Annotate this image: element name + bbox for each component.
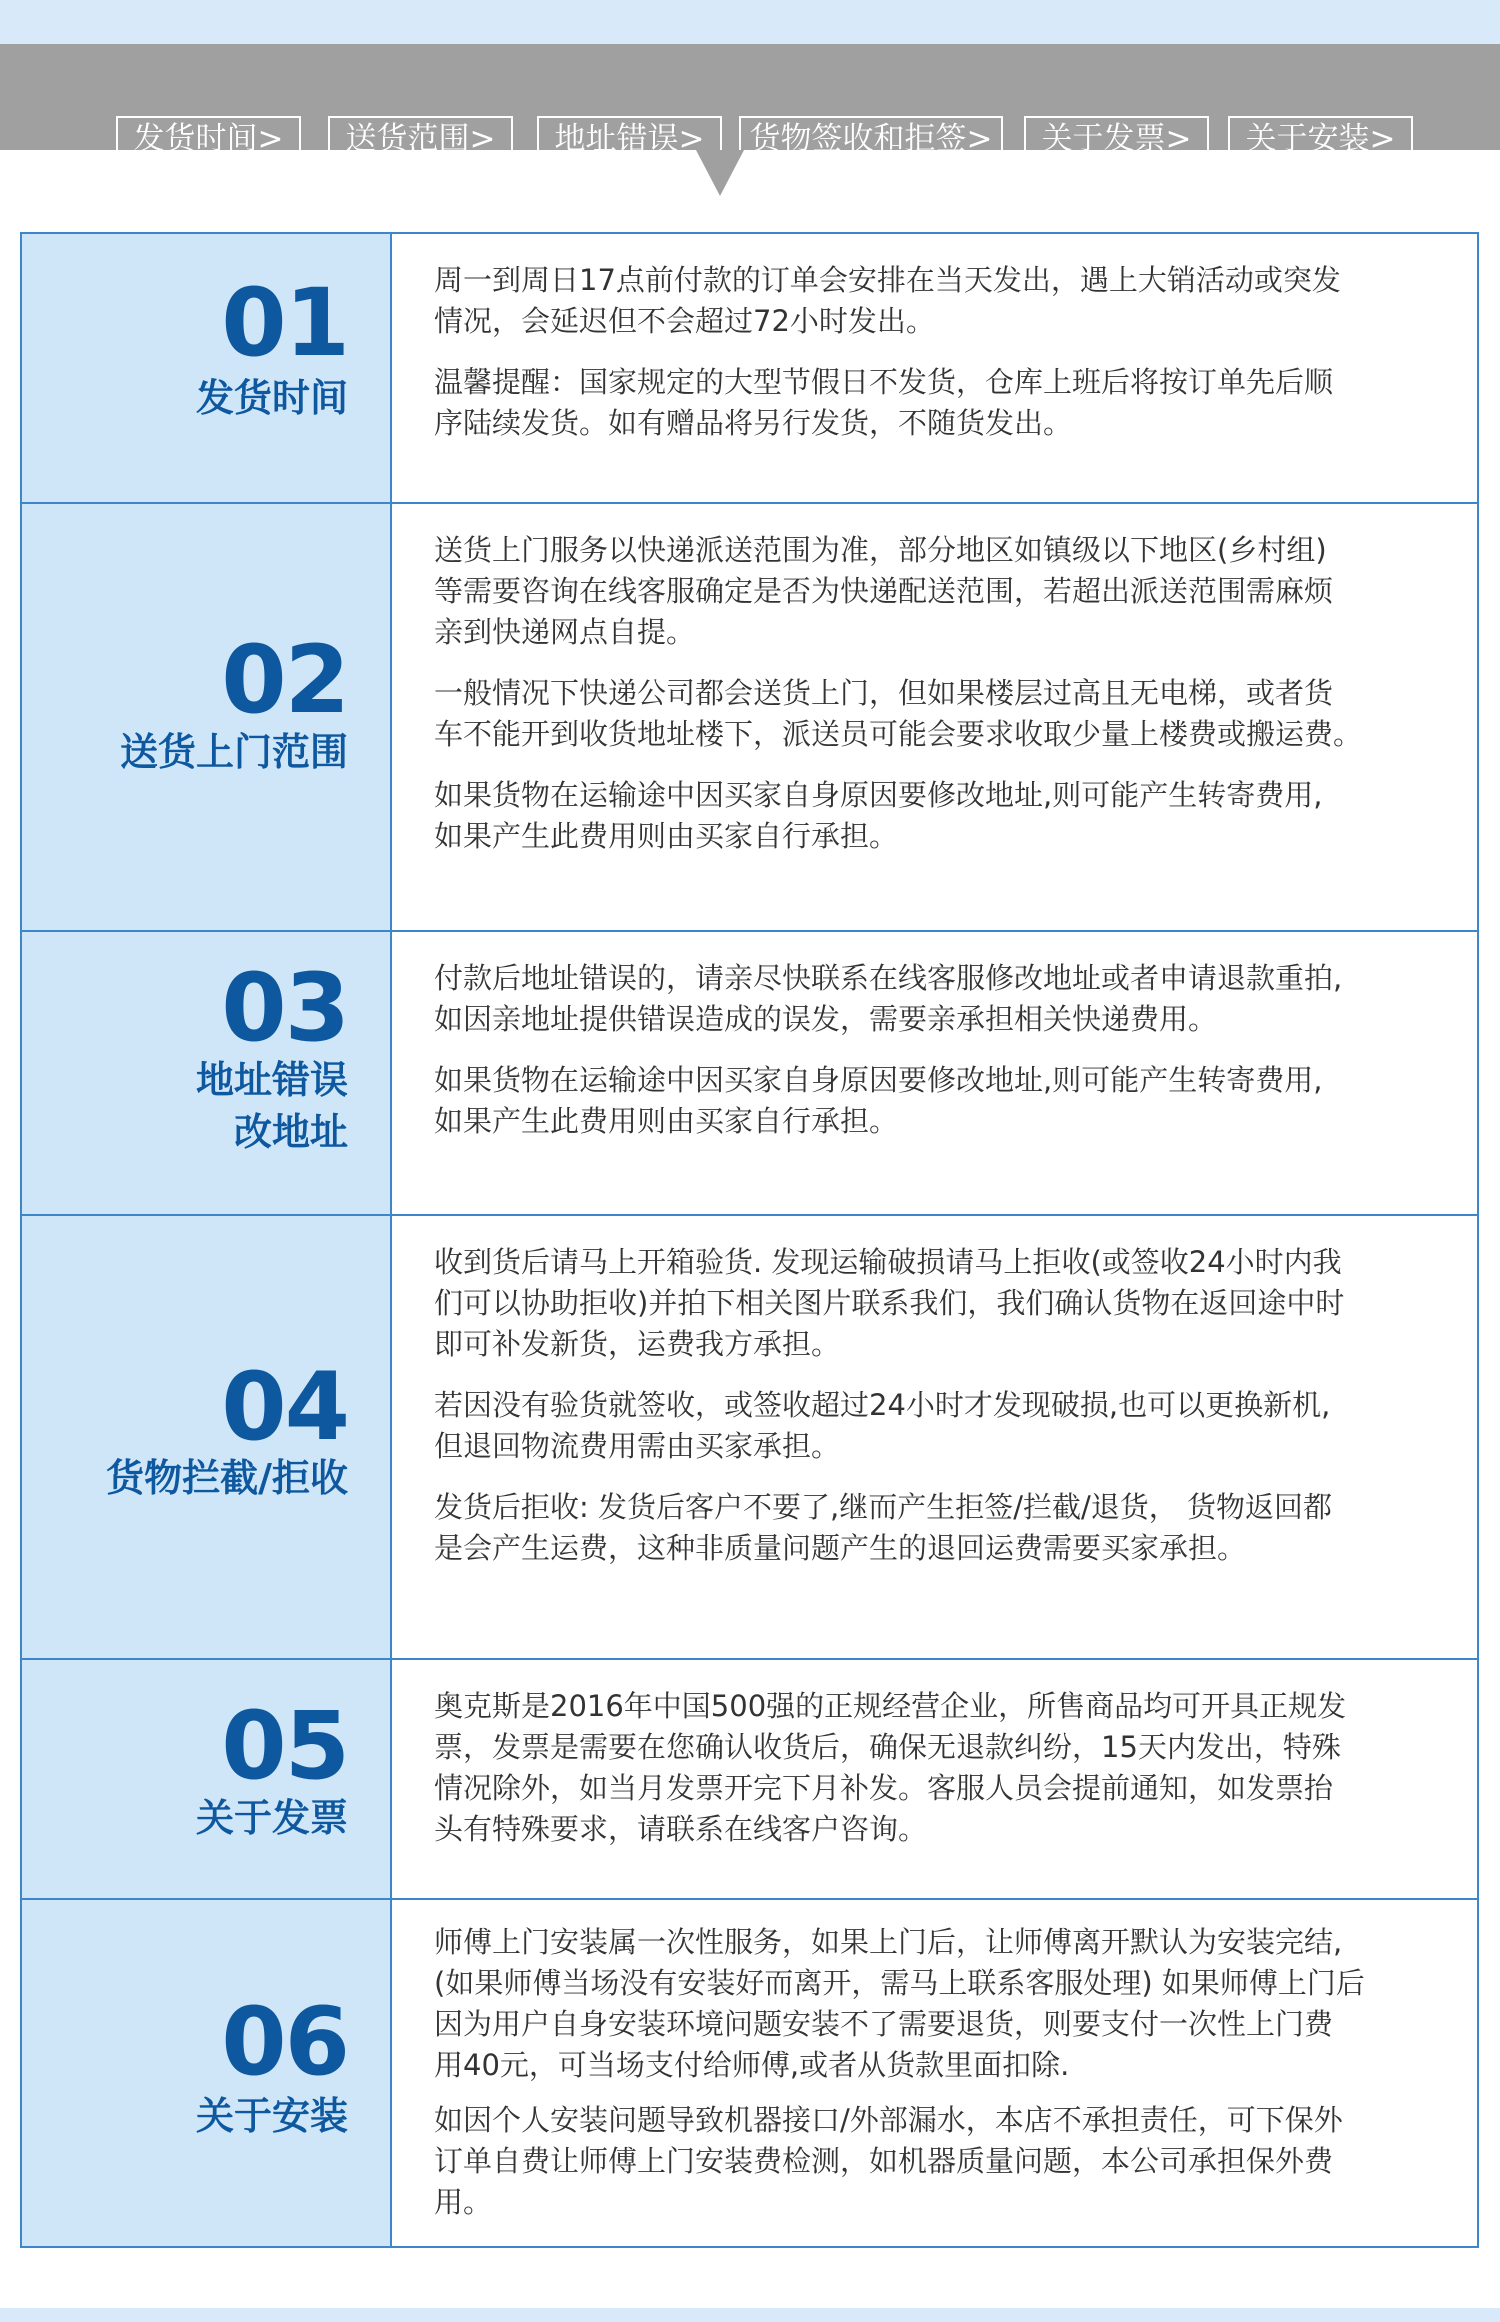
section-number: 01 (221, 269, 348, 378)
tab-address-error[interactable]: 地址错误> (537, 116, 722, 162)
section-intercept-rejection (22, 1214, 1477, 1658)
tab-installation[interactable]: 关于安装> (1228, 116, 1413, 162)
section-header (22, 504, 392, 930)
section-body (392, 1660, 1477, 1898)
section-title: 地址错误 改地址 (195, 1058, 348, 1154)
section-title: 送货上门范围 (119, 730, 348, 774)
section-number: 05 (221, 1692, 348, 1801)
section-body (392, 234, 1477, 502)
top-strip (0, 0, 1500, 44)
section-header (22, 932, 392, 1214)
info-panel (20, 232, 1479, 2248)
section-paragraph: 付款后地址错误的，请亲尽快联系在线客服修改地址或者申请退款重拍, 如因亲地址提供错误造成的误发，需要亲承担相关快递费用。 (434, 961, 1343, 1036)
section-body (392, 504, 1477, 930)
section-shipping-time (22, 234, 1477, 502)
section-header (22, 1216, 392, 1658)
section-paragraph: 奥克斯是2016年中国500强的正规经营企业，所售商品均可开具正规发 票，发票是需要在您确认收货后，确保无退款纠纷，15天内发出，特殊 情况除外，如当月发票开完下月补发。客服人员会提前通知，如发票抬 头有特殊要求，请联系在线客户咨询。 (434, 1689, 1347, 1846)
section-number: 03 (221, 954, 348, 1063)
section-paragraph: 师傅上门安装属一次性服务，如果上门后，让师傅离开默认为安装完结, (如果师傅当场没有安装好而离开，需马上联系客服处理) 如果师傅上门后 因为用户自身安装环境问题安装不了需要退货，则要支付一次性上门费 用40元，可当场支付给师傅,或者从货款里面扣除. (434, 1925, 1365, 2082)
tab-shipping-time[interactable]: 发货时间> (116, 116, 301, 162)
section-paragraph: 若因没有验货就签收，或签收超过24小时才发现破损,也可以更换新机, 但退回物流费用需由买家承担。 (434, 1388, 1331, 1463)
section-header (22, 234, 392, 502)
section-body (392, 932, 1477, 1214)
section-header (22, 1900, 392, 2246)
tab-delivery-range[interactable]: 送货范围> (328, 116, 513, 162)
section-invoice (22, 1658, 1477, 1898)
section-number: 02 (221, 626, 348, 735)
section-paragraph: 发货后拒收: 发货后客户不要了,继而产生拒签/拦截/退货， 货物返回都 是会产生运费，这种非质量问题产生的退回运费需要买家承担。 (434, 1490, 1332, 1565)
section-body (392, 1216, 1477, 1658)
section-paragraph: 周一到周日17点前付款的订单会安排在当天发出，遇上大销活动或突发 情况，会延迟但不会超过72小时发出。 (434, 263, 1341, 338)
section-installation (22, 1898, 1477, 2246)
section-paragraph: 收到货后请马上开箱验货. 发现运输破损请马上拒收(或签收24小时内我 们可以协助拒收)并拍下相关图片联系我们，我们确认货物在返回途中时 即可补发新货，运费我方承担。 (434, 1245, 1345, 1361)
section-paragraph: 如因个人安装问题导致机器接口/外部漏水，本店不承担责任，可下保外 订单自费让师傅上门安装费检测，如机器质量问题，本公司承担保外费 用。 (434, 2103, 1343, 2219)
section-paragraph: 一般情况下快递公司都会送货上门，但如果楼层过高且无电梯，或者货 车不能开到收货地址楼下，派送员可能会要求收取少量上楼费或搬运费。 (434, 676, 1363, 751)
section-title: 发货时间 (195, 376, 348, 420)
section-number: 06 (221, 1988, 348, 2097)
section-title: 关于安装 (195, 2094, 348, 2138)
section-header (22, 1660, 392, 1898)
section-paragraph: 如果货物在运输途中因买家自身原因要修改地址,则可能产生转寄费用, 如果产生此费用则由买家自行承担。 (434, 778, 1323, 853)
section-body (392, 1900, 1477, 2246)
bottom-strip (0, 2308, 1500, 2322)
tab-receipt-and-rejection[interactable]: 货物签收和拒签> (739, 116, 1003, 162)
section-delivery-range (22, 502, 1477, 930)
nav-bar (0, 44, 1500, 157)
section-address-error (22, 930, 1477, 1214)
section-title: 关于发票 (195, 1796, 348, 1840)
section-paragraph: 温馨提醒：国家规定的大型节假日不发货，仓库上班后将按订单先后顺 序陆续发货。如有赠品将另行发货，不随货发出。 (434, 365, 1334, 440)
section-number: 04 (221, 1353, 348, 1462)
nav-pointer-arrow (696, 150, 744, 196)
section-title: 货物拦截/拒收 (106, 1456, 348, 1500)
section-paragraph: 如果货物在运输途中因买家自身原因要修改地址,则可能产生转寄费用, 如果产生此费用则由买家自行承担。 (434, 1063, 1323, 1138)
tab-invoice[interactable]: 关于发票> (1024, 116, 1209, 162)
section-paragraph: 送货上门服务以快递派送范围为准，部分地区如镇级以下地区(乡村组) 等需要咨询在线客服确定是否为快递配送范围，若超出派送范围需麻烦 亲到快递网点自提。 (434, 533, 1334, 649)
